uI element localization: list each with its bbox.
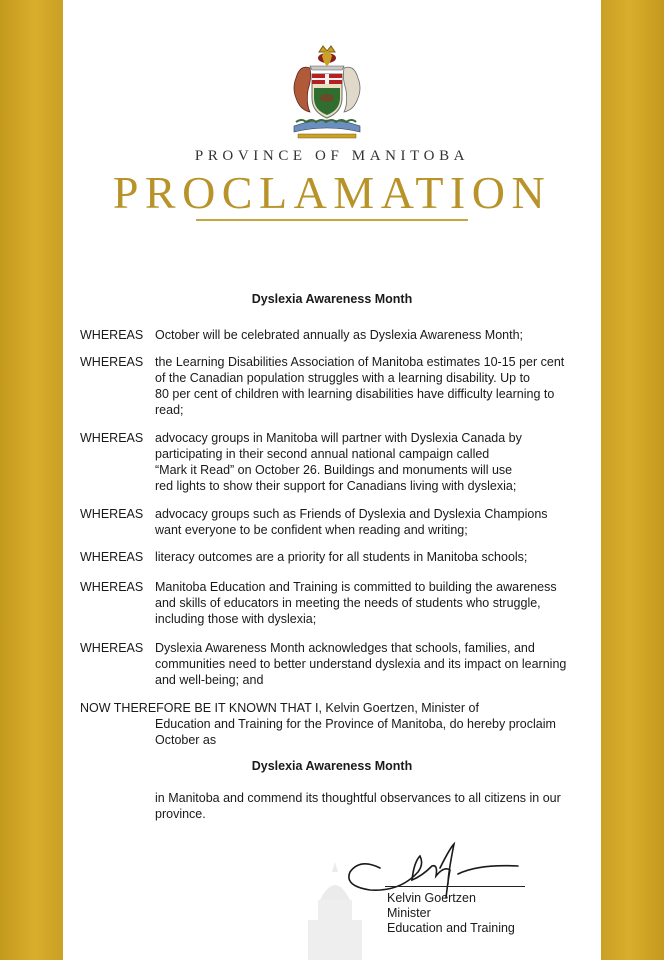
province-heading: PROVINCE OF MANITOBA: [194, 148, 470, 164]
whereas-label: WHEREAS: [80, 641, 144, 655]
clause-line: communities need to better understand dyslexia and its impact on learning: [155, 657, 567, 671]
signatory-name: Kelvin Goertzen: [387, 891, 476, 905]
clause-line: advocacy groups such as Friends of Dyslexia and Dyslexia Champions: [155, 507, 548, 521]
clause-line: read;: [155, 403, 184, 417]
signatory-department: Education and Training: [387, 921, 515, 935]
whereas-clause-2: [155, 354, 585, 418]
whereas-clause-6: [155, 579, 585, 627]
whereas-clause-1: [155, 327, 585, 343]
clause-line: including those with dyslexia;: [155, 612, 317, 626]
clause-line: and skills of educators in meeting the needs of students who struggle,: [155, 596, 541, 610]
signature-line: [385, 886, 525, 887]
proclamation-heading: PROCLAMATION: [112, 167, 552, 218]
clause-line: advocacy groups in Manitoba will partner with Dyslexia Canada by: [155, 431, 522, 445]
whereas-label: WHEREAS: [80, 355, 144, 369]
heading-divider: [196, 219, 468, 221]
gold-border-left: [0, 0, 63, 960]
whereas-clause-7: [155, 640, 585, 688]
clause-line: 80 per cent of children with learning disabilities have difficulty learning to: [155, 387, 555, 401]
clause-line: October will be celebrated annually as Dyslexia Awareness Month;: [155, 328, 524, 342]
now-therefore-line-1: NOW THEREFORE BE IT KNOWN THAT I, Kelvin Goertzen, Minister of: [80, 701, 479, 715]
whereas-label: WHEREAS: [80, 328, 144, 342]
whereas-label: WHEREAS: [80, 550, 144, 564]
document-title: Dyslexia Awareness Month: [251, 292, 413, 306]
clause-line: Manitoba Education and Training is committed to building the awareness: [155, 580, 557, 594]
manitoba-coat-of-arms-icon: [282, 38, 372, 144]
clause-line: October as: [155, 733, 217, 747]
closing-statement: [155, 790, 585, 822]
clause-line: in Manitoba and commend its thoughtful observances to all citizens in our: [155, 791, 561, 805]
clause-line: want everyone to be confident when reading and writing;: [155, 523, 468, 537]
clause-line: “Mark it Read” on October 26. Buildings and monuments will use: [155, 463, 513, 477]
clause-line: participating in their second annual national campaign called: [155, 447, 490, 461]
now-therefore-continuation: [155, 716, 585, 748]
whereas-clause-4: [155, 506, 585, 538]
whereas-label: WHEREAS: [80, 580, 144, 594]
clause-line: Dyslexia Awareness Month acknowledges that schools, families, and: [155, 641, 535, 655]
whereas-clause-5: [155, 549, 585, 565]
clause-line: Education and Training for the Province of Manitoba, do hereby proclaim: [155, 717, 556, 731]
clause-line: and well-being; and: [155, 673, 264, 687]
clause-line: literacy outcomes are a priority for all students in Manitoba schools;: [155, 550, 528, 564]
clause-line: province.: [155, 807, 206, 821]
whereas-clause-3: [155, 430, 585, 494]
signatory-role: Minister: [387, 906, 431, 920]
whereas-label: WHEREAS: [80, 431, 144, 445]
clause-line: of the Canadian population struggles with a learning disability. Up to: [155, 371, 530, 385]
clause-line: red lights to show their support for Canadians living with dyslexia;: [155, 479, 517, 493]
proclaimed-title: Dyslexia Awareness Month: [251, 759, 413, 773]
clause-line: the Learning Disabilities Association of Manitoba estimates 10-15 per cent: [155, 355, 565, 369]
whereas-label: WHEREAS: [80, 507, 144, 521]
gold-border-right: [601, 0, 664, 960]
